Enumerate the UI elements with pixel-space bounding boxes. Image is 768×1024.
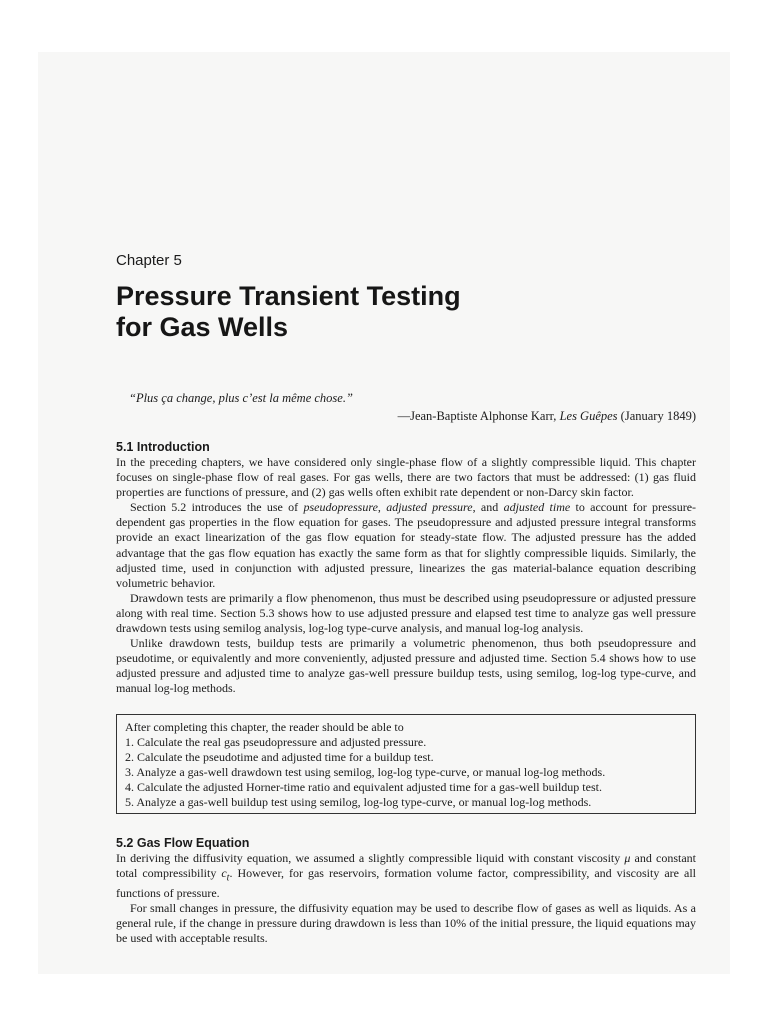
chapter-title bbox=[116, 281, 696, 343]
symbol-t-subscript: t bbox=[226, 872, 230, 884]
chapter-label: Chapter 5 bbox=[116, 252, 182, 269]
intro-paragraph-2 bbox=[116, 500, 696, 591]
objective-item: 4. Calculate the adjusted Horner-time ratio and equivalent adjusted time for a gas-well buildup test. bbox=[125, 779, 602, 794]
objectives-list bbox=[125, 735, 687, 810]
intro-p2-text-c: , and bbox=[472, 500, 504, 515]
intro-p2-text-b: , bbox=[377, 500, 387, 515]
intro-p2-text-a: Section 5.2 introduces the use of bbox=[130, 500, 304, 515]
objective-item: 3. Analyze a gas-well drawdown test using semilog, log-log type-curve, or manual log-log methods. bbox=[125, 764, 606, 779]
intro-paragraph-4: Unlike drawdown tests, buildup tests are primarily a volumetric phenomenon, thus both pseudopressure and pseudotime, or equivalently and more conveniently, adjusted pressure and adjusted time. Section 5.4 shows how to use adjusted pressure and adjusted time to analyze gas-well pressure buildup tests, using semilog, log-log type-curve, and manual log-log methods. bbox=[116, 636, 696, 696]
section-heading-gas-flow-equation: 5.2 Gas Flow Equation bbox=[116, 836, 250, 851]
intro-paragraph-3: Drawdown tests are primarily a flow phenomenon, thus must be described using pseudopressure or adjusted pressure along with real time. Section 5.3 shows how to use adjusted pressure and elapsed test time to analyze gas well pressure drawdown tests using semilog analysis, log-log type-curve analysis, and manual log-log analysis. bbox=[116, 590, 696, 636]
term-pseudopressure: pseudopressure bbox=[303, 500, 378, 515]
chapter-title-line-2: for Gas Wells bbox=[116, 312, 289, 342]
objectives-intro: After completing this chapter, the reader should be able to bbox=[125, 719, 404, 734]
intro-paragraph-1: In the preceding chapters, we have considered only single-phase flow of a slightly compressible liquid. This chapter focuses on single-phase flow of real gases. For gas wells, there are two factors that must be addressed: (1) gas fluid properties are functions of pressure, and (2) gas wells often exhibit rate dependent or non-Darcy skin factor. bbox=[116, 455, 696, 500]
gas-p1-text-c: . However, for gas reservoirs, formation volume factor, compressibility, and viscosity are all functions of pressure. bbox=[116, 866, 696, 900]
objective-item: 5. Analyze a gas-well buildup test using semilog, log-log type-curve, or manual log-log methods. bbox=[125, 794, 592, 809]
objective-item: 2. Calculate the pseudotime and adjusted time for a buildup test. bbox=[125, 749, 434, 764]
attribution-work: Les Guêpes bbox=[559, 409, 618, 423]
epigraph bbox=[116, 391, 696, 424]
objective-item: 1. Calculate the real gas pseudopressure and adjusted pressure. bbox=[125, 734, 427, 749]
term-adjusted-time: adjusted time bbox=[503, 500, 571, 515]
epigraph-quote: “Plus ça change, plus c’est la même chose.” bbox=[129, 391, 353, 405]
gas-p1-text-a: In deriving the diffusivity equation, we assumed a slightly compressible liquid with constant viscosity bbox=[116, 851, 625, 866]
gas-flow-paragraph-1 bbox=[116, 851, 696, 901]
epigraph-attribution bbox=[116, 409, 696, 424]
intro-p2-text-d: to account for pressure-dependent gas properties in the flow equation for gases. The pseudopressure and adjusted pressure integral transforms provide an exact linearization of the gas flow equation for steady-state flow. The adjusted pressure has the added advantage that the gas flow equation has exactly the same form as that for slightly compressible liquids. Similarly, the adjusted time, used in conjunction with adjusted pressure, linearizes the gas material-balance equation describing volumetric behavior. bbox=[116, 500, 697, 590]
gas-p1-text-b: and constant total compressibility bbox=[116, 851, 696, 881]
symbol-mu: μ bbox=[624, 851, 631, 866]
symbol-c: c bbox=[221, 866, 227, 881]
attribution-author: —Jean-Baptiste Alphonse Karr, bbox=[397, 409, 560, 423]
page-content bbox=[116, 252, 696, 946]
chapter-title-line-1: Pressure Transient Testing bbox=[116, 281, 461, 311]
term-adjusted-pressure: adjusted pressure bbox=[386, 500, 473, 515]
learning-objectives-box bbox=[116, 714, 696, 815]
document-page bbox=[38, 52, 730, 974]
section-heading-introduction: 5.1 Introduction bbox=[116, 440, 210, 454]
attribution-date: (January 1849) bbox=[617, 409, 696, 423]
gas-flow-paragraph-2: For small changes in pressure, the diffusivity equation may be used to describe flow of gases as well as liquids. As a general rule, if the change in pressure during drawdown is less than 10% of the initial pressure, the liquid equations may be used with acceptable results. bbox=[116, 900, 696, 945]
